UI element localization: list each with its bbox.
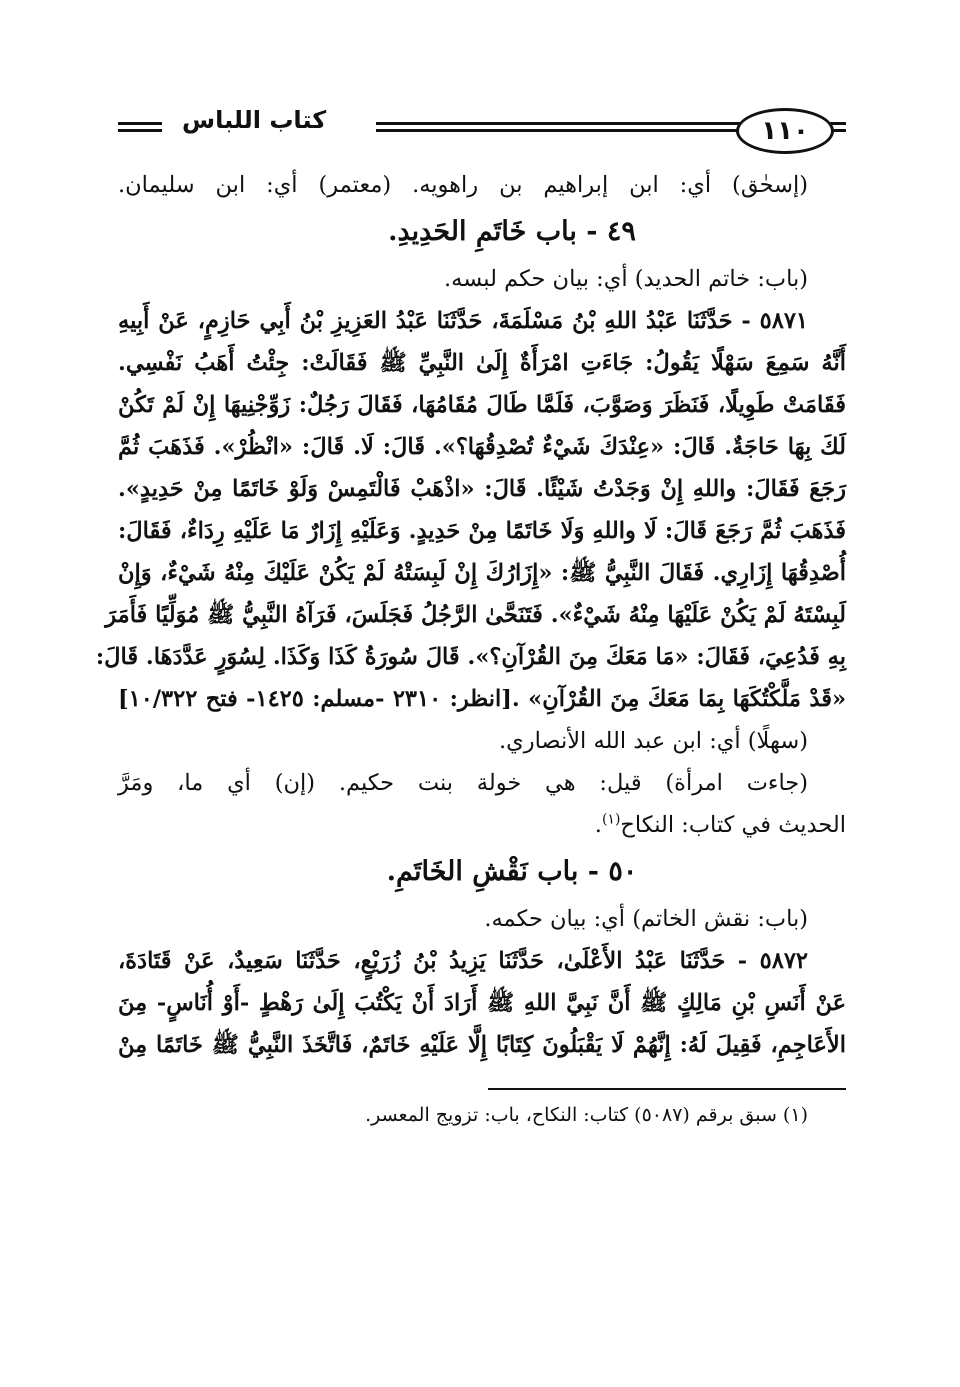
text-line <box>118 804 846 846</box>
footnote: (١) سبق برقم (٥٠٨٧) كتاب: النكاح، باب: تزويج المعسر. <box>365 1104 808 1126</box>
hadith-line: لَبِسْتَهُ لَمْ يَكُنْ عَلَيْهَا مِنْهُ شَيْءٌ». فَتَنَحَّىٰ الرَّجُلُ فَجَلَسَ، فَرَآهُ النَّبِيُّ ﷺ مُوَلِّيًا فَأَمَرَ <box>105 602 846 628</box>
footnote-divider <box>488 1088 846 1090</box>
text-line: (باب: خاتم الحديد) أي: بيان حكم لبسه. <box>444 266 808 292</box>
hadith-line: فَقَامَتْ طَوِيلًا، فَنَظَرَ وَصَوَّبَ، فَلَمَّا طَالَ مُقَامُهَا، فَقَالَ رَجُلٌ: زَوِّجْنِيهَا إِنْ لَمْ تَكُنْ <box>118 392 846 418</box>
section-heading: ٥٠ - باب نَقْشِ الخَاتَمِ. <box>386 856 638 887</box>
footnote-marker[interactable]: (١) <box>601 811 621 828</box>
section-heading: ٤٩ - باب خَاتَمِ الحَدِيدِ. <box>388 216 636 247</box>
book-title: كتاب اللباس <box>182 106 327 134</box>
hadith-line: أَنَّهُ سَمِعَ سَهْلًا يَقُولُ: جَاءَتِ امْرَأَةٌ إِلَىٰ النَّبِيِّ ﷺ فَقَالَتْ: جِئْتُ أَهَبُ نَفْسِي. <box>118 350 846 376</box>
hadith-line: ٥٨٧٢ - حَدَّثَنَا عَبْدُ الأَعْلَىٰ، حَدَّثَنَا يَزِيدُ بْنُ زُرَيْعٍ، حَدَّثَنَا سَعِيدٌ، عَنْ قَتَادَةَ، <box>118 948 808 974</box>
hadith-line: ٥٨٧١ - حَدَّثَنَا عَبْدُ اللهِ بْنُ مَسْلَمَةَ، حَدَّثَنَا عَبْدُ العَزِيزِ بْنُ أَبِي حَازِمٍ، عَنْ أَبِيهِ <box>118 308 808 334</box>
page-body <box>95 164 847 1066</box>
hadith-line: عَنْ أَنَسِ بْنِ مَالِكٍ ﷺ أَنَّ نَبِيَّ اللهِ ﷺ أَرَادَ أَنْ يَكْتُبَ إِلَىٰ رَهْطٍ -أَوْ أُنَاسٍ- مِنَ <box>118 990 846 1016</box>
text-line: (سهلًا) أي: ابن عبد الله الأنصاري. <box>498 728 808 754</box>
text-line: (باب: نقش الخاتم) أي: بيان حكمه. <box>484 906 808 932</box>
hadith-line: رَجَعَ فَقَالَ: واللهِ إِنْ وَجَدْتُ شَيْئًا. قَالَ: «اذْهَبْ فَالْتَمِسْ وَلَوْ خَاتَمًا مِنْ حَدِيدٍ». <box>118 476 846 502</box>
hadith-line: لَكَ بِهَا حَاجَةٌ. قَالَ: «عِنْدَكَ شَيْءٌ تُصْدِقُهَا؟». قَالَ: لَا. قَالَ: «انْظُرْ». فَذَهَبَ ثُمَّ <box>118 434 846 460</box>
text-line: (جاءت امرأة) قيل: هي خولة بنت حكيم. (إن) أي ما، ومَرَّ <box>118 770 808 796</box>
hadith-line: أُصْدِقُهَا إِزَارِي. فَقَالَ النَّبِيُّ ﷺ: «إِزَارُكَ إِنْ لَبِسَتْهُ لَمْ يَكُنْ عَلَيْكَ مِنْهُ شَيْءٌ، وَإِنْ <box>118 560 846 586</box>
page-number: ١١٠ <box>736 108 834 154</box>
text-fragment: الحديث في كتاب: النكاح <box>620 812 846 838</box>
hadith-line: فَذَهَبَ ثُمَّ رَجَعَ قَالَ: لَا واللهِ وَلَا خَاتَمًا مِنْ حَدِيدٍ. وَعَلَيْهِ إِزَارٌ مَا عَلَيْهِ رِدَاءٌ، فَقَالَ: <box>118 518 846 544</box>
page-header <box>118 100 846 156</box>
text-line: (إسحٰق) أي: ابن إبراهيم بن راهويه. (معتمر) أي: ابن سليمان. <box>118 172 808 198</box>
book-page <box>95 100 847 1132</box>
header-double-rule-left <box>118 122 162 132</box>
hadith-line: الأَعَاجِمِ، فَقِيلَ لَهُ: إِنَّهُمْ لَا يَقْبَلُونَ كِتَابًا إِلَّا عَلَيْهِ خَاتَمٌ، فَاتَّخَذَ النَّبِيُّ ﷺ خَاتَمًا مِنْ <box>118 1032 846 1058</box>
hadith-line: «قَدْ مَلَّكْتُكَهَا بِمَا مَعَكَ مِنَ القُرْآنِ» .[انظر: ٢٣١٠ -مسلم: ١٤٢٥- فتح ١٠/٣٢٢] <box>118 686 847 712</box>
text-fragment: . <box>594 812 602 838</box>
hadith-line: بِهِ فَدُعِيَ، فَقَالَ: «مَا مَعَكَ مِنَ القُرْآنِ؟». قَالَ سُورَةُ كَذَا وَكَذَا. لِسُوَرٍ عَدَّدَهَا. قَالَ: <box>95 644 846 670</box>
